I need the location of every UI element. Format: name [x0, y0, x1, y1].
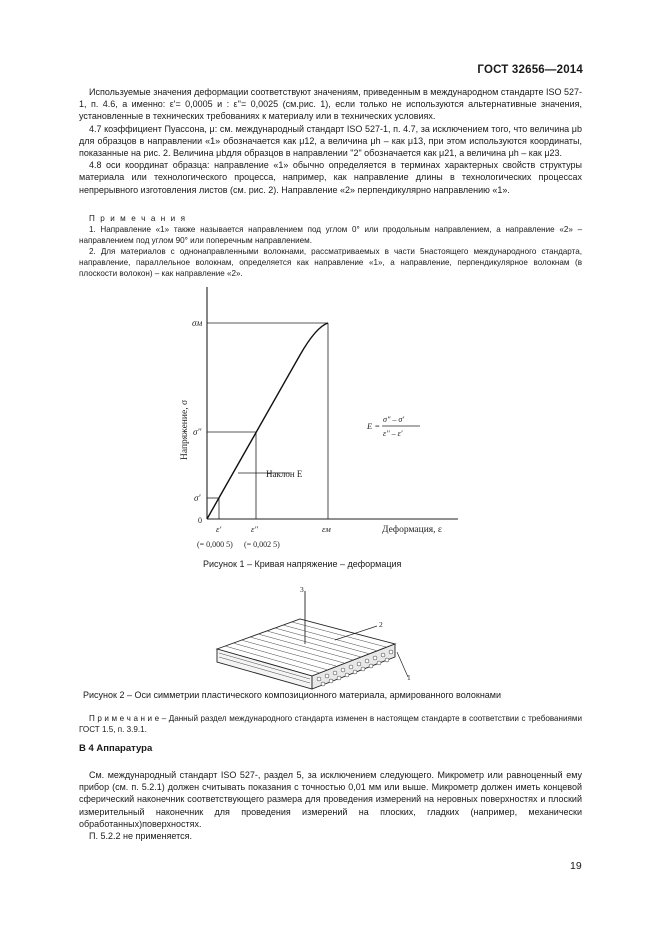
- note-modified-section: П р и м е ч а н и е – Данный раздел международного стандарта изменен в настоящем стандарте в соответствии с требованиями ГОСТ 1.5, п. 3.9.1.: [79, 714, 582, 734]
- x-axis-title: Деформация, ε: [382, 525, 442, 535]
- figure-2-caption: Рисунок 2 – Оси симметрии пластического композиционного материала, армированного волокнами: [83, 690, 502, 700]
- figure-1-caption: Рисунок 1 – Кривая напряжение – деформация: [203, 559, 402, 569]
- body-text-top: [79, 86, 582, 196]
- notes-heading: П р и м е ч а н и я: [89, 214, 187, 223]
- slope-label: Наклон E: [266, 469, 303, 479]
- paragraph-4-7: 4.7 коэффициент Пуассона, μ: см. международный стандарт ISO 527-1, п. 4.7, за исключением того, что величина μb для образцов в направлении «1» обозначается как μ12, а величина μh – как μ13, при этом используются координаты, показанные на рис. 2. Величина μbдля образцов в направлении "2" обозначается как μ21, а величина μh – как μ23.: [79, 123, 582, 159]
- formula-lhs: E =: [367, 421, 381, 431]
- document-code: ГОСТ 32656—2014: [477, 64, 583, 76]
- section-title-b4: В 4 Аппаратура: [79, 743, 153, 754]
- eps-m-label: εм: [322, 524, 331, 534]
- note-1: 1. Направление «1» также называется направлением под углом 0° или продольным направлением, а направление «2» – направлением под углом 90° или поперечным направлением.: [79, 225, 582, 245]
- note-after-figures: [79, 713, 582, 735]
- y-axis-title: Напряжение, σ: [180, 399, 190, 460]
- formula-denominator: ε'' – ε': [383, 429, 403, 438]
- sigma-m-label: σм: [192, 318, 203, 328]
- sigma-d-label: σ': [194, 493, 201, 503]
- eps-dd-value: (= 0,002 5): [244, 540, 280, 549]
- axis-1-label: 1: [407, 673, 411, 682]
- eps-d-value: (= 0,000 5): [197, 540, 233, 549]
- eps-dd-label: ε'': [251, 524, 258, 534]
- front-face: [217, 649, 312, 689]
- notes-block: [79, 213, 582, 279]
- eps-d-label: ε': [216, 524, 222, 534]
- axis-3-label: 3: [300, 585, 304, 594]
- page-number: 19: [570, 860, 582, 872]
- origin-label: 0: [198, 516, 202, 525]
- paragraph-4-8: 4.8 оси координат образца: направление «1» обычно определяется в терминах характерных свойств структуры материала или технологического процесса, например, как направление длины в технологических процессах непрерывного изготовления листов (см. рис. 2). Направление «2» перпендикулярно направлению «1».: [79, 160, 582, 195]
- axis-2-label: 2: [379, 620, 383, 629]
- section-b4-paragraph-2: П. 5.2.2 не применяется.: [89, 831, 193, 842]
- side-face: [312, 644, 395, 689]
- section-b4-paragraph-1: См. международный стандарт ISO 527-, раздел 5, за исключением следующего. Микрометр или равноценный ему прибор (см. п. 5.2.1) должен считывать показания с точностью 0,01 мм или выше. Микрометр должен иметь концевой сферический наконечник соответствующего размера для проведения измерений на неровных поверхностях и плоский измерительный наконечник для проведения измерений на плоских, гладких (например, механически обработанных)поверхностях.: [79, 770, 582, 829]
- stress-strain-curve: [207, 323, 328, 519]
- formula-numerator: σ'' – σ': [383, 415, 405, 424]
- figure-2-composite-plate: [205, 582, 415, 690]
- figure-1-stress-strain-chart: [170, 285, 470, 560]
- note-2: 2. Для материалов с однонаправленными волокнами, рассматриваемых в части 5настоящего международного стандарта, направление, параллельное волокнам, определяется как направление «1», а направление, перпендикулярное волокнам (в плоскости волокон) – как направление «2».: [79, 247, 582, 278]
- section-b4-body: [79, 769, 582, 842]
- paragraph-strain-values: Используемые значения деформации соответствуют значениям, приведенным в международном стандарте ISO 527-1, п. 4.6, а именно: ε'= 0,0005 и : ε''= 0,0025 (см.рис. 1), если только не используются альтернативные значения, установленные в технических требованиях к материалу или в технических условиях.: [79, 87, 582, 122]
- sigma-dd-label: σ'': [193, 427, 202, 437]
